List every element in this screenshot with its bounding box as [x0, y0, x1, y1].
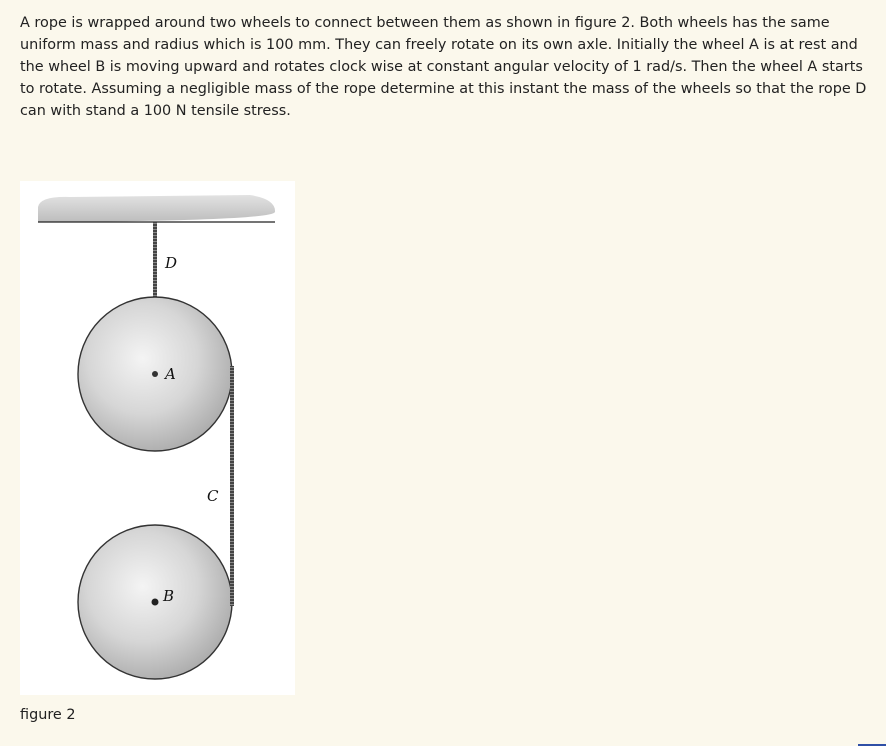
label-a: A	[165, 365, 176, 383]
label-c: C	[207, 487, 219, 505]
label-b: B	[163, 587, 175, 605]
problem-statement: A rope is wrapped around two wheels to connect between them as shown in figure 2. Both wheels has the same uniform mass and radius which is 100 mm. They can freely rotate on its own axle. Initially the wheel A is at rest and the wheel B is moving upward and rotates clock wise at constant angular velocity of 1 rad/s. Then the wheel A starts to rotate. Assuming a negligible mass of the rope determine at this instant the mass of the wheels so that the rope D can with stand a 100 N tensile stress.	[20, 15, 867, 119]
wheel-a-axle	[152, 371, 158, 377]
pulley-diagram	[20, 181, 295, 695]
rope-c	[230, 366, 234, 606]
figure-caption: figure 2	[20, 707, 76, 723]
pulley-figure	[20, 181, 295, 695]
label-d: D	[165, 254, 178, 272]
ceiling-support	[38, 195, 275, 222]
wheel-b-axle	[152, 599, 159, 606]
